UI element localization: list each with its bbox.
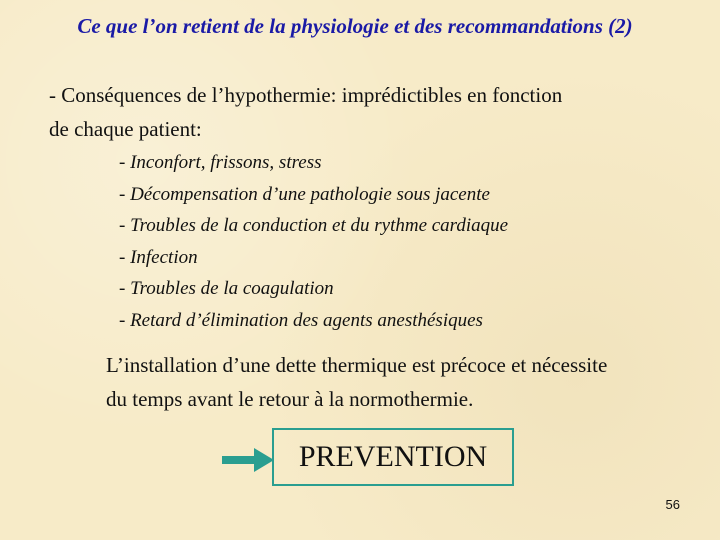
list-item: - Inconfort, frissons, stress (119, 152, 322, 173)
intro-line-1: - Conséquences de l’hypothermie: imprédictibles en fonction (49, 83, 563, 107)
list-item: - Infection (119, 246, 198, 268)
right-arrow-icon (222, 448, 274, 472)
page-number: 56 (665, 497, 680, 512)
prevention-label: PREVENTION (298, 440, 488, 473)
list-item: - Retard d’élimination des agents anesthésiques (119, 309, 483, 331)
list-item: - Troubles de la conduction et du rythme cardiaque (119, 215, 509, 237)
prevention-box (272, 428, 514, 486)
intro-line-2: de chaque patient: (49, 117, 202, 141)
slide-title: Ce que l’on retient de la physiologie et des recommandations (2) (77, 14, 633, 38)
consequences-list (119, 147, 508, 337)
intro-text (49, 78, 669, 146)
conclusion-line-1: L’installation d’une dette thermique est précoce et nécessite (106, 353, 608, 377)
conclusion-text (106, 348, 706, 416)
list-item: - Décompensation d’une pathologie sous jacente (119, 183, 490, 205)
list-item: - Troubles de la coagulation (119, 278, 334, 300)
conclusion-line-2: du temps avant le retour à la normothermie. (106, 387, 474, 411)
